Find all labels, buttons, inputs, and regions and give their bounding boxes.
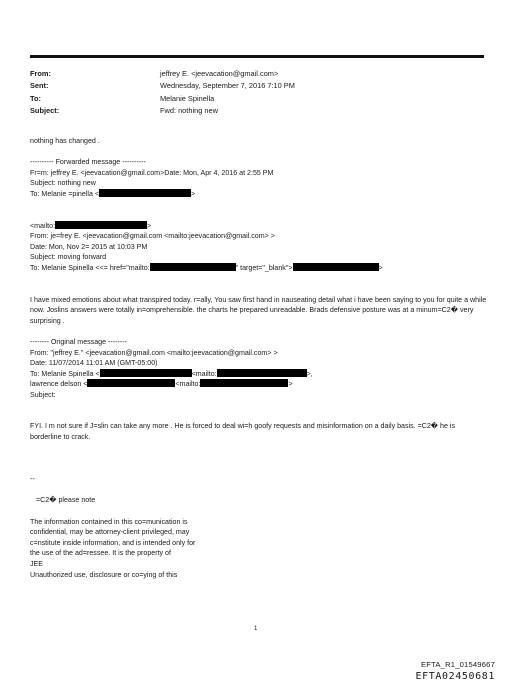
from-label: From: (30, 69, 51, 78)
orig-cc-line (30, 379, 488, 390)
disclaimer-line: c=nstitute inside information, and is intended only for (30, 538, 196, 547)
redaction-bar (150, 263, 236, 271)
orig-to-prefix: To: Melanie Spinella < (30, 369, 100, 378)
forward-to-prefix: To: Melanie =pinella < (30, 189, 100, 198)
orig-cc-suffix: > (288, 380, 293, 389)
email-body (30, 136, 488, 580)
bates-number-small: EFTA_R1_01549667 (421, 660, 495, 669)
disclaimer-line: Unauthorized use, disclosure or co=ying of this (30, 570, 178, 579)
fwd2-to-line (30, 263, 488, 274)
mailto-line (30, 221, 488, 232)
paragraph-mixed-emotions: I have mixed emotions about what transpired today. r=ally, You saw first hand in nauseating detail what i have been saying to you for quite a while now. Joslins answers were totally in=omprehensible. the charts he prepared unreadable. Brads defensive posture was at a minum=C2� very surprising . (30, 295, 487, 325)
subject-value: Fwd: nothing new (160, 105, 218, 115)
sent-label: Sent: (30, 81, 49, 91)
disclaimer-line: JEE (30, 560, 44, 568)
sent-row (30, 80, 295, 92)
mailto-prefix: <mailto: (30, 221, 56, 230)
redaction-bar (87, 379, 175, 387)
original-message-marker: -------- Original message -------- (30, 337, 127, 346)
fwd2-to-mid: " target="_blank"> (235, 263, 293, 272)
forward-to-line (30, 189, 488, 200)
redaction-bar (200, 379, 288, 387)
mailto-suffix: > (147, 221, 152, 230)
disclaimer-block (30, 517, 488, 581)
fwd2-date-line: Date: Mon, Nov 2= 2015 at 10:03 PM (30, 242, 148, 251)
sent-value: Wednesday, September 7, 2016 7:10 PM (160, 81, 295, 91)
to-row (30, 93, 295, 105)
orig-to-mid: <mailto: (191, 369, 217, 378)
fwd2-to-prefix: To: Melanie Spinella <<= href="mailto: (30, 263, 150, 272)
to-value: Melanie Spinella (160, 93, 215, 103)
from-value: jeffrey E. <jeevacation@gmail.com> (160, 69, 279, 78)
forward-to-suffix: > (191, 189, 196, 198)
forward-from-line: Fr=m: jeffrey E. <jeevacation@gmail.com>Date: Mon, Apr 4, 2016 at 2:55 PM (30, 168, 274, 177)
signature-separator: -- (30, 475, 35, 484)
disclaimer-line: the use of the ad=ressee. It is the property of (30, 549, 171, 558)
orig-cc-prefix: lawrence delson < (30, 380, 88, 389)
fwd2-to-suffix: > (378, 263, 383, 272)
redaction-bar (217, 369, 307, 377)
fwd2-subject-line: Subject: moving forward (30, 253, 107, 262)
redaction-bar (99, 189, 191, 197)
redaction-bar (293, 263, 379, 271)
orig-to-suffix: >, (306, 369, 313, 378)
subject-row (30, 105, 295, 117)
subject-label: Subject: (30, 105, 60, 115)
intro-line: nothing has changed . (30, 137, 100, 145)
page-number: 1 (254, 626, 258, 632)
top-divider (30, 55, 484, 58)
disclaimer-line: The information contained in this co=munication is (30, 517, 188, 526)
orig-cc-mid: <mailto: (175, 380, 201, 389)
paragraph-fyi: FYI. I m not sure if J=slin can take any more . He is forced to deal wi=h goofy requests and misinformation on a daily basis. =C2� he is borderline to crack. (30, 422, 456, 442)
disclaimer-line: confidential, may be attorney-client privileged, may (30, 528, 190, 537)
redaction-bar (55, 221, 147, 229)
forward-subject-line: Subject: nothing new (30, 179, 96, 188)
redaction-bar (100, 369, 192, 377)
bates-number-large: EFTA02450681 (415, 671, 495, 682)
forward-marker: ---------- Forwarded message ---------- (30, 158, 146, 167)
from-row (30, 68, 295, 80)
orig-from-line: From: "jeffrey E." <jeevacation@gmail.com <mailto:jeevacation@gmail.com> > (30, 348, 278, 357)
please-note-line: =C2� please note (36, 496, 96, 505)
email-header (30, 68, 295, 117)
orig-to-line (30, 369, 488, 380)
orig-subject-line: Subject: (30, 390, 56, 399)
fwd2-from-line: From: je=frey E. <jeevacation@gmail.com <mailto:jeevacation@gmail.com> > (30, 232, 275, 241)
to-label: To: (30, 93, 41, 103)
orig-date-line: Date: 11/07/2014 11:01 AM (GMT-05:00) (30, 359, 158, 368)
